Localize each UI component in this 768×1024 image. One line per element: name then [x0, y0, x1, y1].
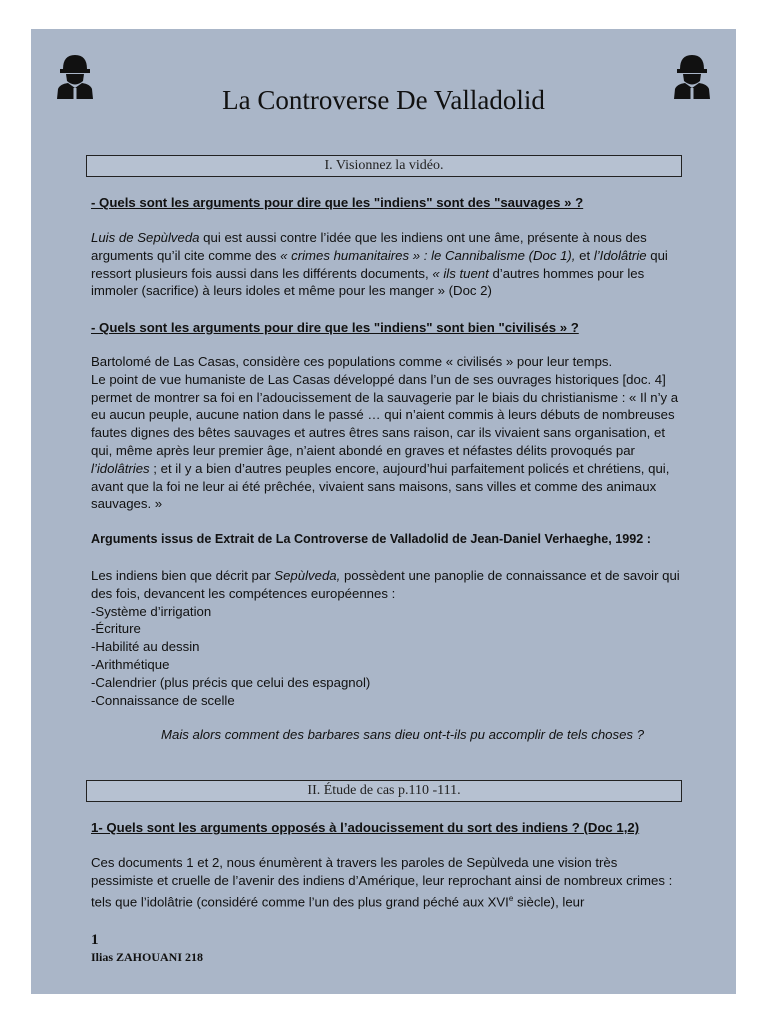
- text-run: l’Idolâtrie: [593, 247, 647, 263]
- extract-intro: [91, 567, 681, 603]
- answer-2-line1: Bartolomé de Las Casas, considère ces populations comme « civilisés » pour leur temps.: [91, 354, 613, 369]
- question-2: - Quels sont les arguments pour dire que les "indiens" sont bien "civilisés » ?: [91, 320, 579, 335]
- text-run: Le point de vue humaniste de Las Casas développé dans l’un de ses ouvrages historiques [doc. 4] permet de montrer sa foi en l’adoucissement de la sauvagerie par le biais du christianisme : « Il n’y a eu aucun peuple, aucune nation dans le passé … qui n’aient commis à leurs débuts de nombreuses fautes dignes des bêtes sauvages et autres êtres sans raison, car ils vivaient sans organisation, et qui, même après leur premier âge, n’aient abondé en graves et néfastes délits provoqués par: [91, 371, 679, 458]
- text-run: « ils tuent: [432, 265, 489, 281]
- question-3: 1- Quels sont les arguments opposés à l’adoucissement du sort des indiens ? (Doc 1,2): [91, 820, 640, 835]
- text-run: d’autres hommes pour les immoler (sacrifice) à leurs idoles et même pour les manger » (Doc 2): [91, 265, 645, 299]
- section-2-heading: II. Étude de cas p.110 -111.: [86, 780, 682, 802]
- text-run: « crimes humanitaires » : le Cannibalisme (Doc 1),: [280, 247, 576, 263]
- text-run: ; et il y a bien d’autres peuples encore, aujourd’hui parfaitement policés et chrétiens, qui, avant que la foi ne leur ai été prêchée, vivaient sans maisons, sans villes et comme des animaux sauvages. »: [91, 460, 670, 512]
- closing-question: Mais alors comment des barbares sans dieu ont-t-ils pu accomplir de tels choses ?: [161, 727, 645, 742]
- list-item: -Système d’irrigation: [91, 603, 212, 619]
- text-run: Les indiens bien que décrit par: [91, 568, 275, 583]
- list-item: -Connaissance de scelle: [91, 692, 235, 708]
- extract-body: [91, 567, 681, 709]
- extract-heading: Arguments issus de Extrait de La Controverse de Valladolid de Jean-Daniel Verhaeghe, 1992 :: [91, 532, 651, 546]
- text-run: qui ressort plusieurs fois aussi dans les différents documents,: [91, 247, 668, 281]
- answer-1-text: [91, 229, 681, 300]
- list-item: -Arithmétique: [91, 656, 170, 672]
- list-item: -Calendrier (plus précis que celui des espagnol): [91, 674, 371, 690]
- page-number: 1: [91, 932, 99, 948]
- answer-1: [91, 229, 681, 300]
- answer-3-pre: Ces documents 1 et 2, nous énumèrent à travers les paroles de Sepùlveda une vision très pessimiste et cruelle de l’avenir des indiens d’Amérique, leur reprochant ainsi de nombreux crimes : tels que l’idolâtrie (considéré comme l’un des plus grand péché aux XVI: [91, 855, 673, 909]
- extract-list: [91, 603, 681, 710]
- text-run: possèdent une panoplie de connaissance et de savoir qui des fois, devancent les compétences européennes :: [91, 568, 680, 601]
- answer-3: [91, 854, 681, 911]
- text-run: l’idolâtries: [91, 460, 150, 476]
- question-1: - Quels sont les arguments pour dire que les "indiens" sont des "sauvages » ?: [91, 195, 584, 210]
- answer-3-sup: e: [508, 893, 514, 903]
- text-run: et: [575, 247, 594, 263]
- answer-3-post: siècle), leur: [513, 893, 585, 909]
- list-item: -Habilité au dessin: [91, 639, 200, 655]
- text-run: qui est aussi contre l’idée que les indiens ont une âme, présente à nous des arguments qu’il cite comme des: [91, 230, 647, 263]
- answer-2: [91, 353, 681, 513]
- answer-2-text: [91, 371, 681, 513]
- document-page: [31, 29, 736, 994]
- text-run: Luis de Sepùlveda: [91, 230, 200, 245]
- author-name: Ilias ZAHOUANI 218: [91, 950, 204, 964]
- text-run: Sepùlveda,: [274, 568, 341, 583]
- page-title: La Controverse De Valladolid: [222, 85, 545, 115]
- list-item: -Écriture: [91, 621, 141, 637]
- section-1-heading: I. Visionnez la vidéo.: [86, 155, 682, 177]
- answer-3-text: [91, 854, 681, 911]
